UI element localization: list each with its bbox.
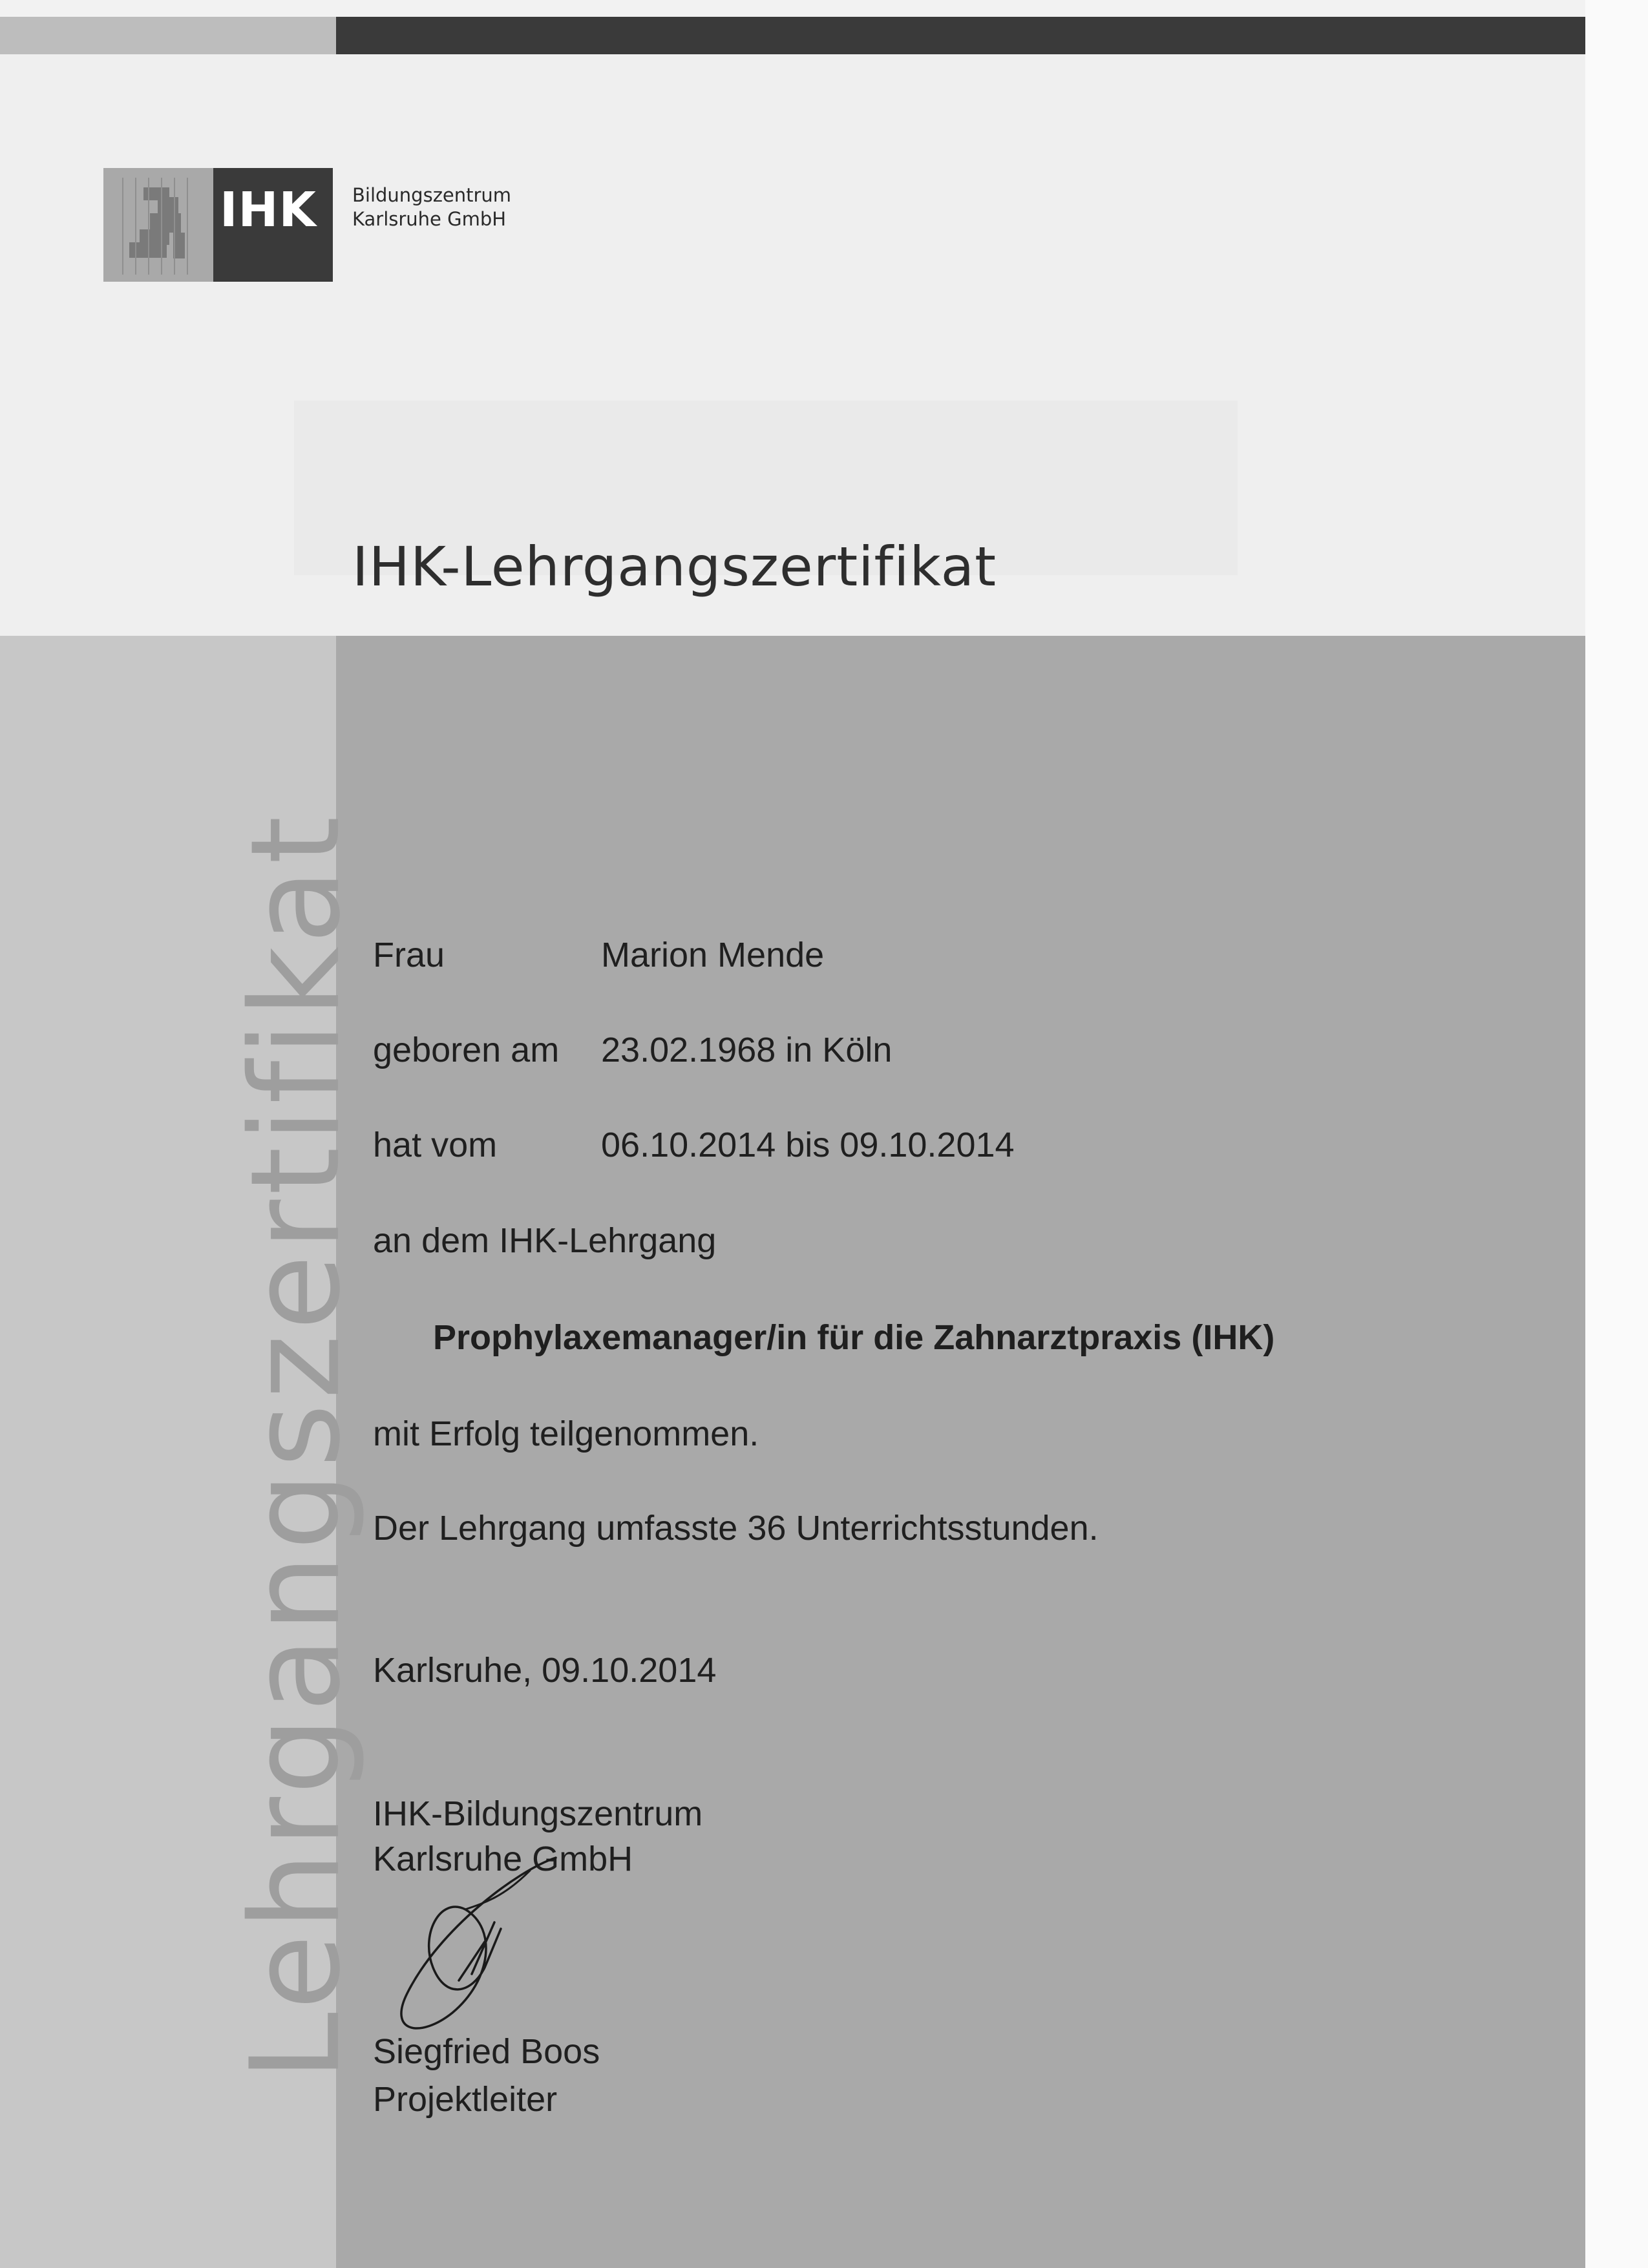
place-date: Karlsruhe, 09.10.2014	[373, 1651, 717, 1690]
ihk-logo	[103, 168, 333, 282]
signature-image	[362, 1845, 575, 2039]
born-value: 23.02.1968 in Köln	[601, 1031, 893, 1069]
hours-text: Der Lehrgang umfasste 36 Unterrichtsstunden.	[373, 1509, 1099, 1548]
course-name: Prophylaxemanager/in für die Zahnarztpraxis (IHK)	[433, 1318, 1275, 1357]
period-label: hat vom	[373, 1126, 498, 1164]
ihk-logo-box	[213, 168, 333, 282]
recipient-name: Marion Mende	[601, 936, 825, 974]
result-text: mit Erfolg teilgenommen.	[373, 1414, 759, 1453]
org-name-line2: Karlsruhe GmbH	[352, 208, 507, 230]
ihk-logo-text: IHK	[220, 182, 317, 238]
side-title-vertical: Lehrgangszertifikat	[224, 812, 367, 2081]
page-title: IHK-Lehrgangszertifikat	[352, 535, 997, 598]
top-strip-dark	[336, 17, 1585, 54]
issuer-org-line1: IHK-Bildungszentrum	[373, 1794, 703, 1833]
right-margin	[1585, 0, 1648, 2268]
signer-title: Projektleiter	[373, 2080, 558, 2119]
org-name-line1: Bildungszentrum	[352, 184, 512, 206]
issuer-org-line2: Karlsruhe GmbH	[373, 1840, 633, 1878]
course-intro: an dem IHK-Lehrgang	[373, 1221, 717, 1260]
signer-name: Siegfried Boos	[373, 2032, 600, 2071]
period-value: 06.10.2014 bis 09.10.2014	[601, 1126, 1015, 1164]
born-label: geboren am	[373, 1031, 560, 1069]
ihk-eagle-logo-icon	[103, 168, 220, 282]
salutation-label: Frau	[373, 936, 445, 974]
top-strip-light	[0, 17, 336, 54]
